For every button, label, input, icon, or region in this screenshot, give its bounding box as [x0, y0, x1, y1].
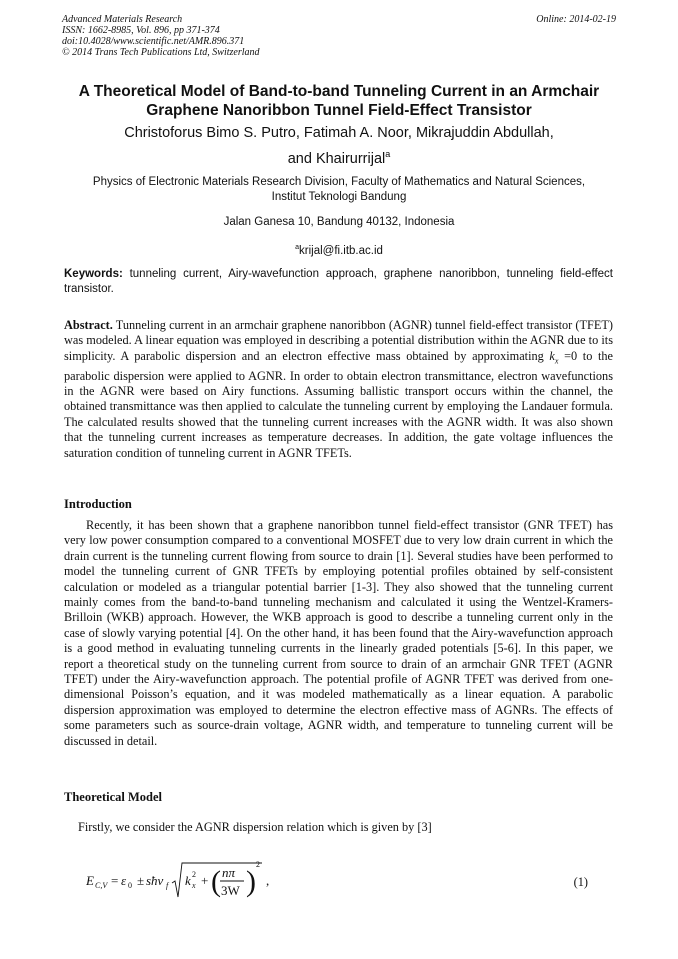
abstract-kx-sub: x [554, 356, 559, 366]
eq-lparen: ( [211, 865, 221, 898]
author-last: and Khairurrijal [287, 151, 386, 167]
abstract-label: Abstract. [64, 318, 113, 332]
eq-comma: , [266, 873, 270, 888]
journal-info [62, 14, 260, 58]
eq-numerator: nπ [222, 865, 236, 880]
paper-title [40, 82, 638, 120]
title-line-2: Graphene Nanoribbon Tunnel Field-Effect Transistor [146, 102, 532, 119]
affiliation-block [50, 175, 628, 259]
affiliation-line-2: Institut Teknologi Bandung [271, 191, 407, 203]
email-link[interactable]: krijal@fi.itb.ac.id [299, 245, 383, 257]
author-superscript: a [385, 149, 391, 159]
intro-heading: Introduction [64, 497, 132, 511]
journal-name: Advanced Materials Research [62, 14, 183, 25]
eq-k-sub: x [192, 881, 196, 890]
abstract-part-2: =0 to the parabolic dispersion were applied to AGNR. In order to obtain electron transmittance, electron wavefunctions in the AGNR were based on Airy functions. Assuming ballistic transport occurs within the channel, the obtained transmittance was then applied to calculate the tunneling current by employing the Landauer formula. The calculated results showed that the tunneling current increases with the AGNR width. It was also shown that the tunneling current increases as temperature decreases. In addition, the gate voltage influences the saturation condition of tunneling current in AGNR TFETs. [64, 348, 613, 460]
eq-lhs-sub: C,V [95, 881, 108, 890]
journal-issn: ISSN: 1662-8985, Vol. 896, pp 371-374 [62, 25, 220, 36]
email-line [50, 240, 628, 259]
eq-shv: sħv [146, 873, 164, 888]
eq-plus: + [201, 873, 209, 888]
abstract-kx: k [549, 348, 555, 363]
abstract-part-1: Tunneling current in an armchair graphene nanoribbon (AGNR) tunnel field-effect transistor (TFET) was modeled. A linear equation was employed in describing a potential distribution within the AGNR due to its simplicity. A parabolic dispersion and an electron effective mass obtained by approximating [64, 318, 613, 363]
eq-k-pow: 2 [192, 870, 196, 879]
eq-rparen: ) [246, 865, 256, 898]
eq-outer-pow: 2 [256, 860, 260, 869]
eq-vf-sub: f [166, 881, 169, 890]
authors-line-2 [40, 144, 638, 170]
eq-epsilon-sub: 0 [128, 881, 132, 890]
affiliation-line-1: Physics of Electronic Materials Research Division, Faculty of Mathematics and Natural Sciences, [92, 176, 586, 188]
authors [40, 123, 638, 170]
eq-k: k [185, 873, 191, 888]
keywords [64, 267, 613, 297]
keywords-text: tunneling current, Airy-wavefunction approach, graphene nanoribbon, tunneling field-effect transistor. [64, 268, 613, 295]
journal-doi: doi:10.4028/www.scientific.net/AMR.896.371 [62, 36, 245, 47]
eq-denominator: 3W [221, 883, 240, 898]
eq-epsilon: ε [121, 873, 127, 888]
online-date: Online: 2014-02-19 [536, 14, 616, 25]
eq-plusminus: ± [137, 873, 145, 888]
intro-paragraph: Recently, it has been shown that a graphene nanoribbon tunnel field-effect transistor (GNR TFET) has very low power consumption compared to a conventional MOSFET due to very low drain current in which the drain current is the tunneling current flowing from source to drain [1]. Several studies have been performed to model the tunneling current of GNR TFETs by employing potential profiles obtained by self-consistent calculation or modeled as a triangular potential barrier [1-3]. They also showed that the tunneling current mainly comes from the band-to-band tunneling mechanism and calculated it using the Wentzel-Kramers-Brilloin (WKB) approach. However, the WKB approach is good to describe a tunneling current only in the case of slowly varying potential [4]. On the other hand, it has been found that the Airy-wavefunction approach is a good method in evaluating tunneling currents in the linearly graded potentials [5-6]. In this paper, we report a theoretical study on the tunneling current from source to drain of an armchair GNR TFET (AGNR TFET) under the Airy-wavefunction approach. The potential profile of AGNR TFET was derived from one-dimensional Poisson’s equation, and it was modeled mathematically as a linear equation. A parabolic dispersion approximation was employed to determine the electron effective mass of AGNRs. The effects of some parameters such as source-drain voltage, AGNR width, and temperature to tunneling current will be discussed in detail. [64, 518, 613, 748]
title-line-1: A Theoretical Model of Band-to-band Tunneling Current in an Armchair [78, 83, 600, 100]
email-superscript: a [295, 244, 299, 251]
eq-lhs: E [86, 873, 94, 888]
theory-paragraph: Firstly, we consider the AGNR dispersion relation which is given by [3] [78, 820, 432, 834]
keywords-label: Keywords: [64, 268, 123, 280]
journal-copyright: © 2014 Trans Tech Publications Ltd, Switzerland [62, 47, 260, 58]
equation-number: (1) [573, 875, 588, 889]
authors-line-1: Christoforus Bimo S. Putro, Fatimah A. Noor, Mikrajuddin Abdullah, [124, 125, 554, 141]
address: Jalan Ganesa 10, Bandung 40132, Indonesia [223, 216, 455, 228]
equation-1 [86, 853, 616, 908]
equation-formula [86, 853, 306, 908]
eq-equals: = [111, 873, 119, 888]
abstract [64, 318, 613, 461]
theory-heading: Theoretical Model [64, 790, 163, 804]
